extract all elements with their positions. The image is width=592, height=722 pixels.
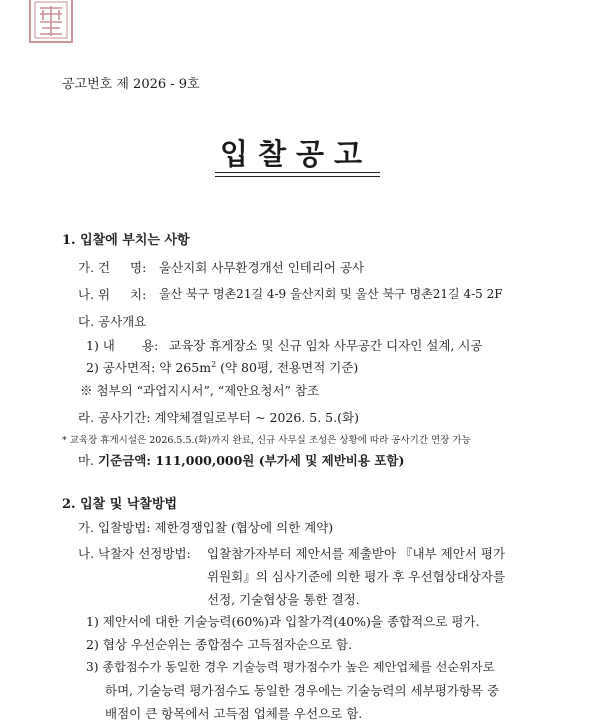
section1-item-ra: 라. 공사기간: 계약체결일로부터 ~ 2026. 5. 5.(화): [78, 410, 359, 425]
section1-item-ga-label: 명:: [130, 260, 147, 275]
section1-item-na-prefix: 나. 위: [78, 287, 111, 302]
section1-heading: 1. 입찰에 부치는 사항: [62, 233, 190, 248]
title-underline: [215, 172, 380, 173]
section2-na-line1: 입찰참가자부터 제안서를 제출받아 『내부 제안서 평가: [207, 546, 506, 561]
title-underline-second: [215, 176, 380, 177]
section1-item-ma: [78, 451, 404, 469]
section1-da2-superscript: 2: [211, 359, 217, 369]
section1-da1-value: 교육장 휴게장소 및 신규 임차 사무공간 디자인 설계, 시공: [169, 338, 483, 353]
section1-da1-label: 용:: [142, 338, 159, 353]
section1-item-na-label: 치:: [130, 287, 147, 302]
section1-da2: [86, 358, 358, 376]
section1-item-na-value: 울산 북구 명촌21길 4-9 울산지회 및 울산 북구 명촌21길 4-5 2F: [159, 287, 503, 301]
section1-ma-prefix: 마.: [78, 453, 95, 468]
section2-na-line3: 선정, 기술협상을 통한 결정.: [207, 592, 360, 607]
section2-item-na-label: 나. 낙찰자 선정방법:: [78, 546, 191, 561]
section2-heading: 2. 입찰 및 낙찰방법: [62, 497, 178, 512]
section2-item1: 1) 제안서에 대한 기술능력(60%)과 입찰가격(40%)을 종합적으로 평가.: [86, 614, 480, 629]
section2-item3-line3: 배점이 큰 항목에서 고득점 업체를 우선으로 함.: [105, 706, 363, 721]
section1-ra-note: * 교육장 휴게시설은 2026.5.5.(화)까지 완료, 신규 사무실 조성은 상황에 따라 공사기간 연장 가능: [62, 435, 471, 446]
section1-item-ga-prefix: 가. 건: [78, 260, 111, 275]
section1-da1-prefix: 1) 내: [86, 338, 115, 353]
section2-item2: 2) 협상 우선순위는 종합점수 고득점자순으로 함.: [86, 637, 353, 652]
section2-na-line2: 위원회』의 심사기준에 의한 평가 후 우선협상대상자를: [207, 569, 506, 584]
section1-da2-tail: (약 80평, 전용면적 기준): [216, 360, 359, 375]
section2-item3-line1: 3) 종합점수가 동일한 경우 기술능력 평가점수가 높은 제안업체를 선순위자로: [86, 660, 495, 674]
section1-item-ga-value: 울산지회 사무환경개선 인테리어 공사: [159, 260, 365, 275]
section1-item-da-heading: 다. 공사개요: [78, 314, 147, 329]
section1-ma-text: 기준금액: 111,000,000원 (부가세 및 제반비용 포함): [98, 453, 405, 468]
document-title: 입찰공고: [219, 137, 373, 171]
section2-item3-line2: 하며, 기술능력 평가점수도 동일한 경우에는 기술능력의 세부평가항목 중: [105, 683, 500, 698]
section1-da2-text: 2) 공사면적: 약 265m: [86, 360, 212, 375]
notice-number: 공고번호 제 2026 - 9호: [62, 77, 200, 92]
section1-da-note: ※ 첨부의 “과업지시서”, “제안요청서” 참조: [80, 383, 320, 398]
section2-item-ga: 가. 입찰방법: 제한경쟁입찰 (협상에 의한 계약): [78, 520, 334, 535]
official-seal-stamp: [28, 0, 74, 44]
